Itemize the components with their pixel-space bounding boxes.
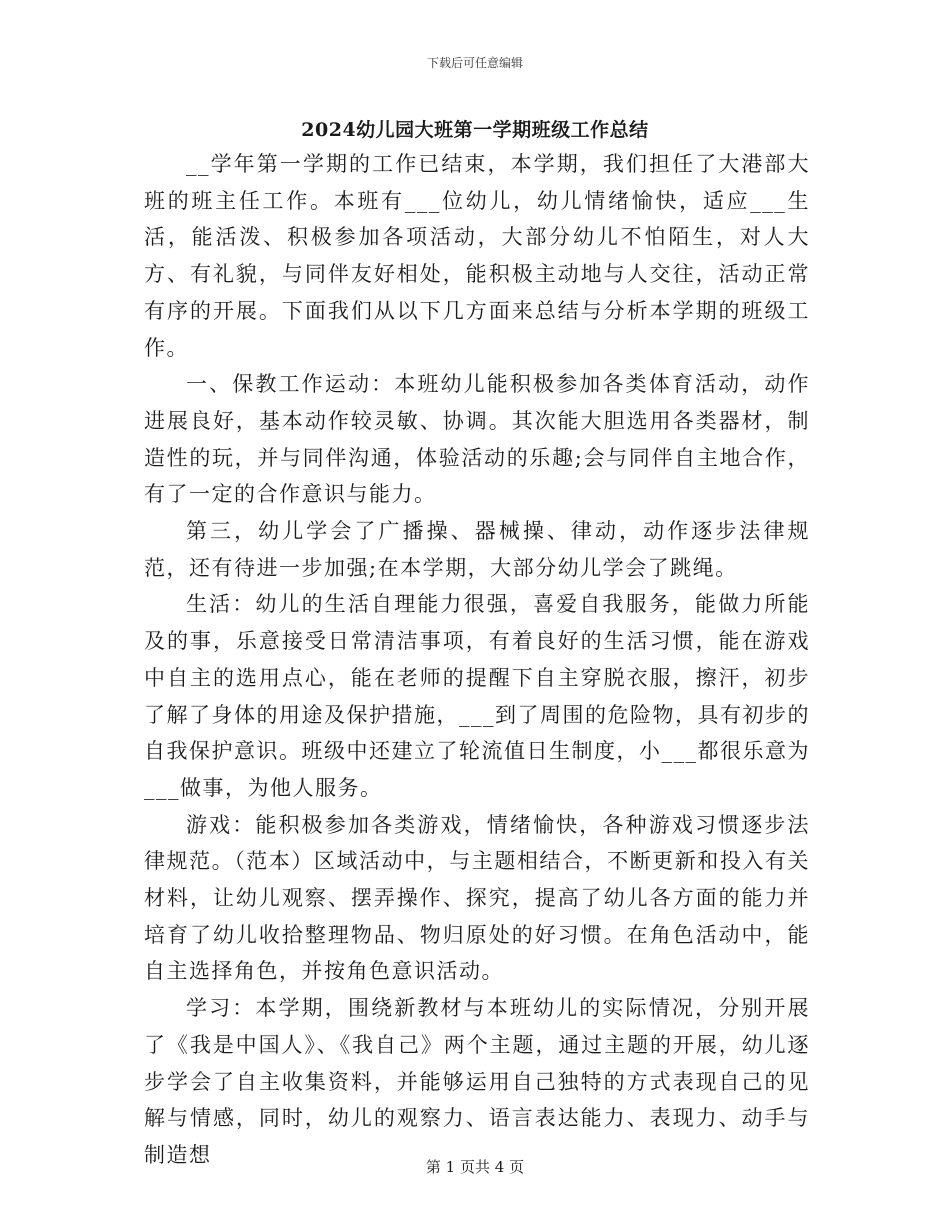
page-number-footer: 第 1 页共 4 页 [425,1158,525,1176]
paragraph-games: 游戏：能积极参加各类游戏，情绪愉快，各种游戏习惯逐步法律规范。（范本）区域活动中，与主题相结合，不断更新和投入有关材料，让幼儿观察、摆弄操作、探究，提高了幼儿各方面的能力并培育了幼儿收拾整理物品、物归原处的好习惯。在角色活动中，能自主选择角色，并按角色意识活动。 [144,812,810,984]
header-note: 下载后可任意编辑 [426,56,523,70]
document-body [144,146,810,1174]
paragraph-third: 第三，幼儿学会了广播操、器械操、律动，动作逐步法律规范，还有待进一步加强;在本学期，大部分幼儿学会了跳绳。 [144,519,810,580]
document-title: 2024幼儿园大班第一学期班级工作总结 [301,119,649,141]
paragraph-intro: __学年第一学期的工作已结束，本学期，我们担任了大港部大班的班主任工作。本班有___位幼儿，幼儿情绪愉快，适应___生活，能活泼、积极参加各项活动，大部分幼儿不怕陌生，对人大方、有礼貌，与同伴友好相处，能积极主动地与人交往，活动正常有序的开展。下面我们从以下几方面来总结与分析本学期的班级工作。 [144,152,810,360]
paragraph-exercise: 一、保教工作运动：本班幼儿能积极参加各类体育活动，动作进展良好，基本动作较灵敏、协调。其次能大胆选用各类器材，制造性的玩，并与同伴沟通，体验活动的乐趣;会与同伴自主地合作，有了一定的合作意识与能力。 [144,372,810,507]
paragraph-study: 学习：本学期，围绕新教材与本班幼儿的实际情况，分别开展了《我是中国人》、《我自己》两个主题，通过主题的开展，幼儿逐步学会了自主收集资料，并能够运用自己独特的方式表现自己的见解与情感，同时，幼儿的观察力、语言表达能力、表现力、动手与制造想 [144,996,810,1167]
paragraph-life: 生活：幼儿的生活自理能力很强，喜爱自我服务，能做力所能及的事，乐意接受日常清洁事项，有着良好的生活习惯，能在游戏中自主的选用点心，能在老师的提醒下自主穿脱衣服，擦汗，初步了解了身体的用途及保护措施，___到了周围的危险物，具有初步的自我保护意识。班级中还建立了轮流值日生制度，小___都很乐意为___做事，为他人服务。 [144,592,810,800]
